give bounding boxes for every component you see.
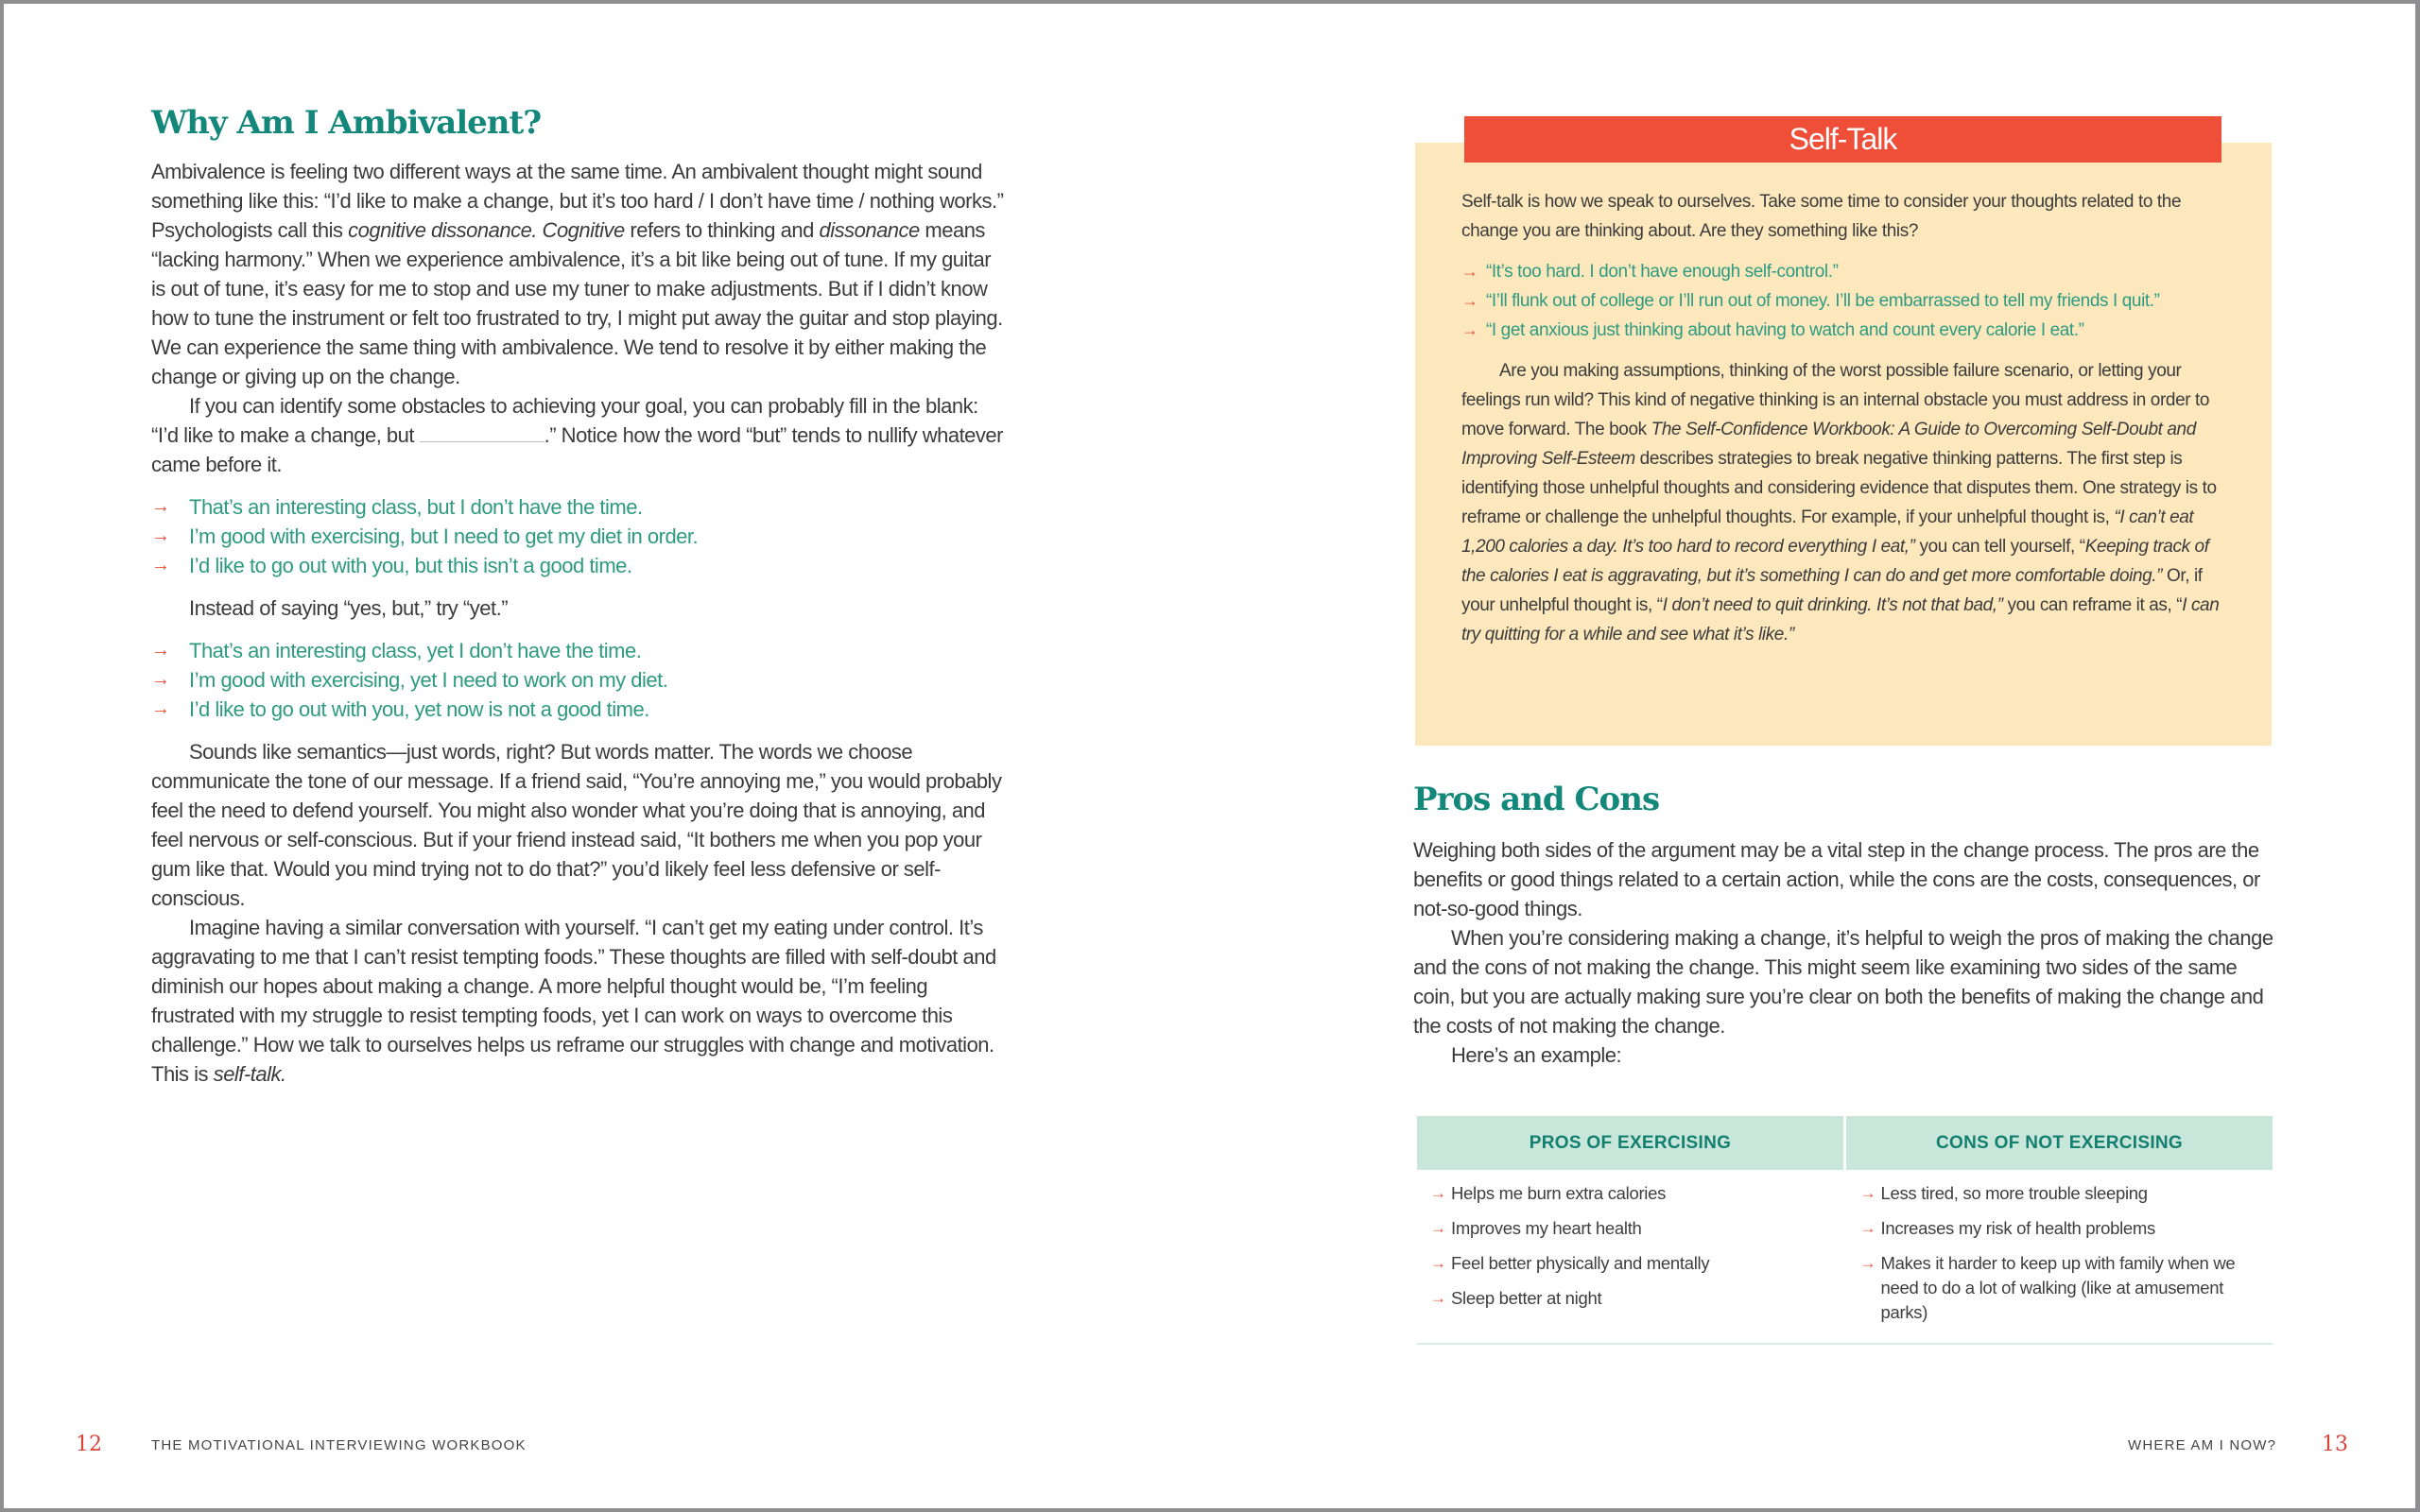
list-item xyxy=(151,492,1007,522)
page-number-left: 12 xyxy=(76,1433,102,1456)
table-body-row xyxy=(1417,1170,2273,1345)
list-item xyxy=(151,695,1007,724)
yet-examples-list xyxy=(151,636,1007,724)
list-item-text: Improves my heart health xyxy=(1451,1218,1642,1238)
running-head-left: THE MOTIVATIONAL INTERVIEWING WORKBOOK xyxy=(151,1437,527,1453)
fill-blank-text-after: .” Notice how the word “but” tends to nullify whatever came before it. xyxy=(151,423,1003,476)
paragraph-semantics: Sounds like semantics—just words, right? But words matter. The words we choose communicate the tone of our message. If a friend said, “You’re annoying me,” you would probably feel the need to defend yourself. You might also wonder what you’re doing that is annoying, and feel nervous or self-conscious. But if your friend instead said, “It bothers me when you pop your gum like that. Would you mind trying not to do that?” you’d likely feel less defensive or self-conscious. xyxy=(151,740,1002,910)
instead-text: Instead of saying “yes, but,” try “yet.” xyxy=(189,596,509,620)
pros-cons-paragraph-3: Here’s an example: xyxy=(1451,1043,1622,1067)
paragraph-fill-blank xyxy=(151,391,1007,479)
list-item-text: I’d like to go out with you, yet now is not a good time. xyxy=(189,697,649,721)
italic-text: Keeping track of the calories I eat is aggravating, but it’s something I can do and get more comfortable doing.” xyxy=(1461,537,2209,586)
list-item-text: “I get anxious just thinking about having to watch and count every calorie I eat.” xyxy=(1486,320,2084,340)
list-item-text: “I’ll flunk out of college or I’ll run out of money. I’ll be embarrassed to tell my friends I quit.” xyxy=(1486,291,2160,311)
list-item xyxy=(1430,1216,1843,1241)
pros-column xyxy=(1417,1181,1843,1335)
arrow-right-icon: → xyxy=(1430,1254,1446,1272)
fill-blank-text-before: If you can identify some obstacles to achieving your goal, you can probably fill in the blank: “I’d like to make a change, but xyxy=(151,394,978,447)
list-item-text: Increases my risk of health problems xyxy=(1880,1218,2155,1238)
list-item-text: Less tired, so more trouble sleeping xyxy=(1880,1183,2148,1203)
left-column xyxy=(151,157,1007,1089)
italic-text: I don’t need to quit drinking. It’s not that bad,” xyxy=(1662,595,2003,615)
book-spread xyxy=(4,4,2415,1508)
cons-list xyxy=(1860,1181,2273,1325)
arrow-right-icon: → xyxy=(151,496,170,517)
page-number-right: 13 xyxy=(2322,1433,2348,1456)
arrow-right-icon: → xyxy=(1430,1184,1446,1202)
italic-text: The Self-Confidence Workbook: A Guide to Overcoming Self-Doubt and Improving Self-Esteem xyxy=(1461,420,2196,469)
arrow-right-icon: → xyxy=(151,640,170,661)
list-item-text: That’s an interesting class, yet I don’t have the time. xyxy=(189,639,642,662)
list-item xyxy=(151,665,1007,695)
self-talk-examples-list xyxy=(1461,257,2223,345)
section-heading-pros-cons: Pros and Cons xyxy=(1413,781,1660,818)
list-item xyxy=(1461,316,2223,345)
pros-cons-paragraph-1: Weighing both sides of the argument may be a vital step in the change process. The pros are the benefits or good things related to a certain action, while the cons are the costs, consequences, or not-so-good things. xyxy=(1413,838,2260,920)
pros-cons-paragraph-2: When you’re considering making a change, it’s helpful to weigh the pros of making the change and the cons of not making the change. This might seem like examining two sides of the same coin, but you are actually making sure you’re clear on both the benefits of making the change and the costs of not making the change. xyxy=(1413,926,2273,1038)
italic-text: cognitive dissonance. Cognitive xyxy=(348,218,625,242)
list-item-text: I’d like to go out with you, but this isn’t a good time. xyxy=(189,554,632,577)
paragraph-imagine xyxy=(151,913,1007,1089)
list-item xyxy=(1430,1251,1843,1276)
arrow-right-icon: → xyxy=(1430,1219,1446,1237)
list-item xyxy=(1461,257,2223,286)
arrow-right-icon: → xyxy=(151,669,170,690)
cons-column xyxy=(1843,1181,2273,1335)
list-item xyxy=(151,636,1007,665)
italic-text: “I can’t eat 1,200 calories a day. It’s too hard to record everything I eat,” xyxy=(1461,507,2194,557)
list-item-text: Sleep better at night xyxy=(1451,1288,1602,1308)
text-run: Are you making assumptions, thinking of the worst possible failure scenario, or letting your feelings run wild? This kind of negative thinking is an internal obstacle you must address in order to move forward. The book xyxy=(1461,361,2210,439)
list-item-text: That’s an interesting class, but I don’t have the time. xyxy=(189,495,643,519)
text-run: Ambivalence is feeling two different ways at the same time. An ambivalent thought might sound something like this: “I’d like to make a change, but it’s too hard / I don’t have time / nothing works.” Psychologists call this xyxy=(151,160,1004,242)
list-item-text: Feel better physically and mentally xyxy=(1451,1253,1710,1273)
list-item xyxy=(1461,286,2223,316)
list-item xyxy=(1860,1251,2273,1325)
arrow-right-icon: → xyxy=(1461,262,1478,281)
text-run: means “lacking harmony.” When we experience ambivalence, it’s a bit like being out of tune. If my guitar is out of tune, it’s easy for me to stop and use my tuner to make adjustments. But if I didn’t know how to tune the instrument or felt too frustrated to try, I might put away the guitar and stop playing. We can experience the same thing with ambivalence. We tend to resolve it by either making the change or giving up on the change. xyxy=(151,218,1003,388)
list-item-text: Makes it harder to keep up with family when we need to do a lot of walking (like at amusement parks) xyxy=(1880,1253,2236,1322)
text-run: you can reframe it as, “ xyxy=(2002,595,2183,615)
list-item xyxy=(1860,1181,2273,1206)
italic-text: dissonance xyxy=(819,218,920,242)
arrow-right-icon: → xyxy=(1859,1184,1876,1202)
list-item-text: I’m good with exercising, yet I need to work on my diet. xyxy=(189,668,668,692)
text-run: refers to thinking and xyxy=(624,218,820,242)
pros-cons-table xyxy=(1417,1116,2273,1345)
running-head-right: WHERE AM I NOW? xyxy=(2128,1437,2277,1453)
text-run: describes strategies to break negative thinking patterns. The first step is identifying those unhelpful thoughts and considering evidence that disputes them. One strategy is to reframe or challenge the unhelpful thoughts. For example, if your unhelpful thought is, xyxy=(1461,449,2217,527)
arrow-right-icon: → xyxy=(1461,291,1478,310)
table-header-pros: PROS OF EXERCISING xyxy=(1417,1116,1843,1170)
paragraph-ambivalence-intro xyxy=(151,157,1007,391)
list-item-text: Helps me burn extra calories xyxy=(1451,1183,1667,1203)
self-talk-content xyxy=(1461,187,2223,649)
table-header-row xyxy=(1417,1116,2273,1170)
arrow-right-icon: → xyxy=(151,525,170,546)
text-run: you can tell yourself, “ xyxy=(1914,537,2085,557)
pros-cons-text xyxy=(1413,835,2278,1070)
paragraph-imagine-text: Imagine having a similar conversation with yourself. “I can’t get my eating under control. It’s aggravating to me that I can’t resist tempting foods.” These thoughts are filled with self-doubt and diminish our hopes about making a change. A more helpful thought would be, “I’m feeling frustrated with my struggle to resist tempting foods, yet I can work on ways to overcome this challenge.” How we talk to ourselves helps us reframe our struggles with change and motivation. This is xyxy=(151,916,996,1086)
arrow-right-icon: → xyxy=(1859,1219,1876,1237)
pros-list xyxy=(1430,1181,1843,1311)
arrow-right-icon: → xyxy=(1430,1289,1446,1307)
list-item xyxy=(1430,1181,1843,1206)
self-talk-banner: Self-Talk xyxy=(1464,116,2221,163)
self-talk-intro: Self-talk is how we speak to ourselves. Take some time to consider your thoughts related to the change you are thinking about. Are they something like this? xyxy=(1461,192,2182,241)
self-talk-term: self-talk. xyxy=(213,1062,286,1086)
self-talk-paragraph xyxy=(1461,356,2223,649)
fill-in-blank-line xyxy=(420,422,544,442)
arrow-right-icon: → xyxy=(1461,320,1478,339)
list-item-text: I’m good with exercising, but I need to get my diet in order. xyxy=(189,524,699,548)
list-item xyxy=(151,522,1007,551)
arrow-right-icon: → xyxy=(151,555,170,576)
list-item-text: “It’s too hard. I don’t have enough self-control.” xyxy=(1486,262,1839,282)
list-item xyxy=(1430,1286,1843,1311)
arrow-right-icon: → xyxy=(1859,1254,1876,1272)
but-examples-list xyxy=(151,492,1007,580)
list-item xyxy=(151,551,1007,580)
arrow-right-icon: → xyxy=(151,698,170,719)
list-item xyxy=(1860,1216,2273,1241)
table-header-cons: CONS OF NOT EXERCISING xyxy=(1846,1116,2273,1170)
text-run: Or, if your unhelpful thought is, “ xyxy=(1461,566,2203,615)
section-heading-ambivalent: Why Am I Ambivalent? xyxy=(151,104,542,142)
italic-text: I can try quitting for a while and see what it’s like.” xyxy=(1461,595,2220,644)
